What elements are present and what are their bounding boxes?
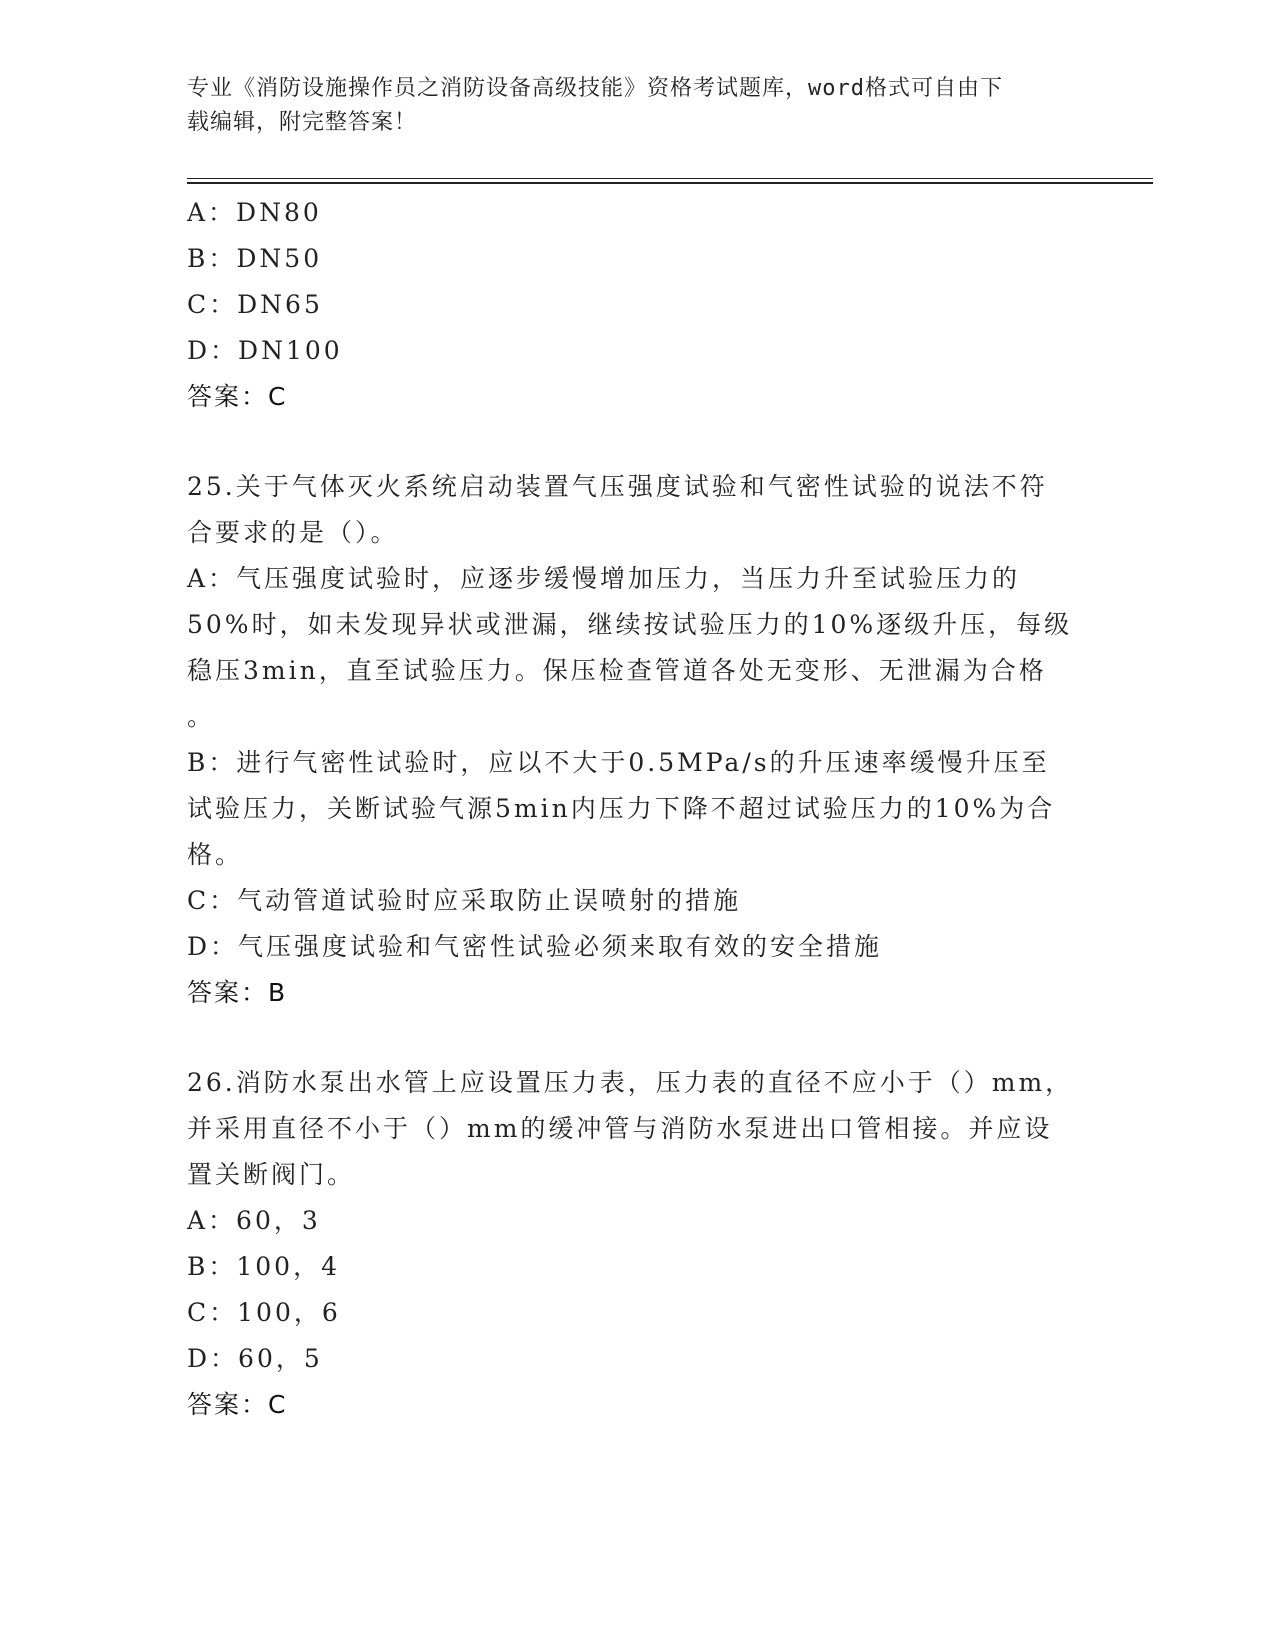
option-d: D：DN100 — [187, 336, 343, 365]
question-24 — [187, 190, 1087, 420]
option-b: B：DN50 — [187, 244, 323, 273]
question-stem-line: 合要求的是（）。 — [187, 518, 399, 547]
answer-line: 答案：C — [187, 382, 288, 411]
question-stem-line: 26.消防水泵出水管上应设置压力表，压力表的直径不应小于（）mm， — [187, 1068, 1074, 1097]
option-c: C：DN65 — [187, 290, 323, 319]
header-line-2: 载编辑，附完整答案！ — [187, 110, 418, 135]
question-stem-line: 并采用直径不小于（）mm的缓冲管与消防水泵进出口管相接。并应设 — [187, 1114, 1053, 1143]
header-line-1: 专业《消防设施操作员之消防设备高级技能》资格考试题库，word格式可自由下 — [187, 76, 1003, 101]
answer-line: 答案：B — [187, 978, 288, 1007]
spacer — [187, 420, 1087, 464]
option-b-line: 试验压力，关断试验气源5min内压力下降不超过试验压力的10%为合 — [187, 794, 1056, 823]
option-a-line: 50%时，如未发现异状或泄漏，继续按试验压力的10%逐级升压，每级 — [187, 610, 1073, 639]
option-c: C：100，6 — [187, 1298, 341, 1327]
option-a: A：60，3 — [187, 1206, 321, 1235]
option-c: C：气动管道试验时应采取防止误喷射的措施 — [187, 886, 742, 915]
header-divider-thin — [187, 178, 1153, 179]
option-a-line: 。 — [187, 702, 216, 731]
question-stem-line: 置关断阀门。 — [187, 1160, 356, 1189]
option-d: D：气压强度试验和气密性试验必须来取有效的安全措施 — [187, 932, 883, 961]
option-d: D：60，5 — [187, 1344, 323, 1373]
option-a-line: A：气压强度试验时，应逐步缓慢增加压力，当压力升至试验压力的 — [187, 564, 1021, 593]
option-a-line: 稳压3min，直至试验压力。保压检查管道各处无变形、无泄漏为合格 — [187, 656, 1047, 685]
answer-line: 答案：C — [187, 1390, 288, 1419]
option-b: B：100，4 — [187, 1252, 340, 1281]
option-a: A：DN80 — [187, 198, 322, 227]
question-stem-line: 25.关于气体灭火系统启动装置气压强度试验和气密性试验的说法不符 — [187, 472, 1048, 501]
option-b-line: 格。 — [187, 840, 244, 869]
header-divider-thick — [187, 182, 1153, 184]
document-header — [187, 72, 1067, 140]
question-26 — [187, 1060, 1087, 1428]
spacer — [187, 1016, 1087, 1060]
option-b-line: B：进行气密性试验时，应以不大于0.5MPa/s的升压速率缓慢升压至 — [187, 748, 1050, 777]
question-list — [187, 190, 1087, 1428]
question-25 — [187, 464, 1087, 1016]
